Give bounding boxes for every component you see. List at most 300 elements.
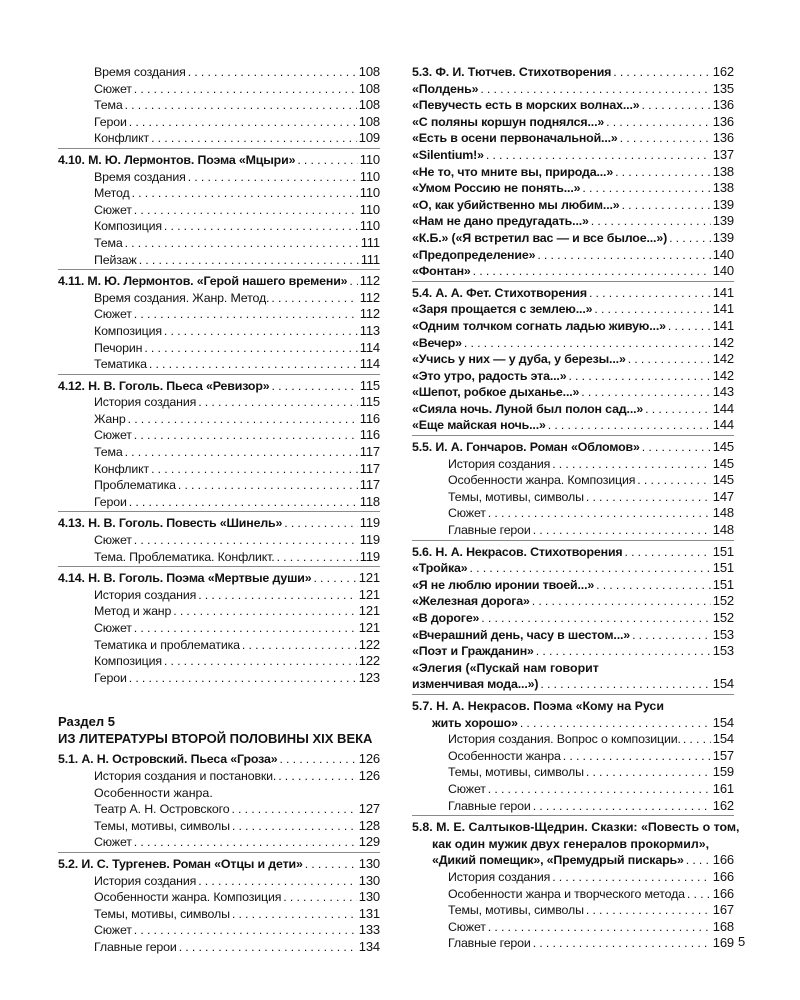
toc-entry[interactable] — [58, 889, 380, 906]
toc-entry-title: 5.4. А. А. Фет. Стихотворения — [412, 285, 587, 300]
toc-leader-dots — [128, 411, 358, 428]
toc-page-number: 121 — [358, 570, 380, 586]
toc-leader-dots — [134, 620, 357, 637]
toc-leader-dots — [278, 768, 357, 785]
toc-entry[interactable] — [412, 384, 734, 401]
toc-leader-dots — [283, 889, 356, 906]
toc-page-number: 136 — [712, 97, 734, 113]
toc-leader-dots — [552, 869, 711, 886]
toc-leader-dots — [198, 394, 358, 411]
toc-leader-dots — [481, 610, 710, 627]
toc-entry-title: «Заря прощается с землею...» — [412, 302, 593, 317]
toc-entry[interactable] — [412, 263, 734, 280]
toc-entry[interactable] — [58, 670, 380, 687]
toc-page-number: 121 — [358, 586, 380, 602]
toc-entry-title: Особенности жанра — [448, 748, 561, 763]
toc-entry-title: Сюжет — [94, 428, 132, 443]
toc-entry[interactable] — [412, 869, 734, 886]
toc-page-number: 141 — [712, 317, 734, 333]
toc-entry[interactable] — [412, 97, 734, 114]
toc-entry-line: Особенности жанра. — [94, 785, 213, 800]
toc-leader-dots — [540, 676, 710, 693]
toc-entry[interactable] — [412, 522, 734, 539]
toc-entry-title: 4.13. Н. В. Гоголь. Повесть «Шинель» — [58, 516, 283, 531]
toc-page-number: 166 — [712, 852, 734, 868]
toc-leader-dots — [188, 169, 358, 186]
toc-entry[interactable] — [58, 202, 380, 219]
toc-entry[interactable] — [58, 873, 380, 890]
toc-entry[interactable] — [58, 477, 380, 494]
toc-entry-title: Конфликт — [94, 131, 150, 146]
toc-leader-dots — [149, 356, 358, 373]
toc-leader-dots — [125, 97, 357, 114]
toc-entry-title: «Вчерашний день, часу в шестом...» — [412, 627, 631, 642]
toc-leader-dots — [179, 939, 357, 956]
toc-entry-title: Тематика и проблематика — [94, 637, 240, 652]
toc-page-number: 117 — [359, 444, 380, 460]
toc-entry-title: «В дороге» — [412, 611, 480, 625]
toc-leader-dots — [596, 577, 711, 594]
toc-entry[interactable] — [58, 587, 380, 604]
toc-leader-dots — [589, 285, 711, 302]
toc-section — [58, 378, 380, 513]
toc-entry[interactable] — [58, 306, 380, 323]
toc-page-number: 114 — [359, 356, 380, 372]
toc-section — [412, 285, 734, 436]
toc-entry-title: Сюжет — [94, 923, 132, 938]
toc-chapter-entry[interactable] — [412, 64, 734, 81]
toc-page-number: 114 — [359, 339, 380, 355]
toc-entry[interactable] — [412, 676, 734, 693]
toc-entry-title: Театр А. Н. Островского — [94, 802, 230, 817]
toc-entry[interactable] — [412, 335, 734, 352]
toc-leader-dots — [349, 273, 357, 290]
toc-entry-title: Конфликт — [94, 461, 150, 476]
toc-entry[interactable] — [412, 577, 734, 594]
toc-entry[interactable] — [58, 834, 380, 851]
toc-entry[interactable] — [58, 356, 380, 373]
toc-entry-title: Особенности жанра. Композиция — [448, 473, 636, 488]
toc-chapter-entry[interactable] — [58, 751, 380, 768]
toc-entry[interactable] — [58, 637, 380, 654]
toc-leader-dots — [125, 444, 358, 461]
toc-entry-title: «Тройка» — [412, 561, 468, 576]
toc-entry[interactable] — [412, 715, 734, 732]
toc-section — [58, 515, 380, 567]
toc-entry[interactable] — [412, 180, 734, 197]
toc-entry-title: Пейзаж — [94, 252, 137, 267]
toc-entry-title: изменчивая мода...») — [412, 677, 539, 692]
toc-entry[interactable] — [58, 340, 380, 357]
toc-entry[interactable] — [412, 560, 734, 577]
toc-entry[interactable] — [412, 197, 734, 214]
toc-entry[interactable] — [58, 818, 380, 835]
toc-page-number: 118 — [359, 493, 380, 509]
toc-leader-dots — [568, 368, 710, 385]
toc-leader-dots — [139, 252, 359, 269]
toc-section — [412, 698, 734, 816]
toc-page-number: 159 — [712, 764, 734, 780]
toc-entry[interactable] — [58, 169, 380, 186]
toc-page-number: 122 — [358, 636, 380, 652]
toc-leader-dots — [134, 81, 357, 98]
toc-page-number: 110 — [359, 201, 380, 217]
toc-page-number: 162 — [712, 797, 734, 813]
toc-leader-dots — [683, 731, 711, 748]
toc-entry[interactable] — [412, 643, 734, 660]
toc-entry[interactable] — [412, 81, 734, 98]
toc-entry[interactable] — [412, 731, 734, 748]
toc-leader-dots — [164, 653, 357, 670]
toc-entry[interactable] — [58, 114, 380, 131]
toc-page-number: 110 — [359, 151, 380, 167]
toc-page-number: 108 — [358, 80, 380, 96]
toc-page-number: 151 — [712, 543, 734, 559]
toc-page-number: 108 — [358, 97, 380, 113]
toc-page-number: 148 — [712, 522, 734, 538]
toc-page-number: 142 — [712, 367, 734, 383]
toc-page-number: 122 — [358, 653, 380, 669]
toc-leader-dots — [129, 670, 357, 687]
toc-entry-title: История создания — [448, 456, 551, 471]
toc-entry-title: Герои — [94, 114, 127, 129]
toc-entry[interactable] — [58, 939, 380, 956]
toc-leader-dots — [632, 627, 711, 644]
toc-leader-dots — [272, 378, 358, 395]
toc-entry[interactable] — [58, 427, 380, 444]
toc-entry[interactable] — [412, 748, 734, 765]
toc-entry[interactable] — [58, 290, 380, 307]
toc-entry[interactable] — [412, 417, 734, 434]
toc-page-number: 123 — [358, 669, 380, 685]
toc-entry[interactable] — [58, 494, 380, 511]
toc-entry-title: 4.12. Н. В. Гоголь. Пьеса «Ревизор» — [58, 378, 270, 393]
toc-entry-title: «Учись у них — у дуба, у березы...» — [412, 352, 626, 367]
toc-entry[interactable] — [58, 549, 380, 566]
toc-entry[interactable] — [412, 852, 734, 869]
toc-entry[interactable] — [58, 532, 380, 549]
toc-entry[interactable] — [412, 764, 734, 781]
toc-entry-title: «Я не люблю иронии твоей...» — [412, 577, 595, 592]
toc-page-number: 142 — [712, 351, 734, 367]
toc-entry[interactable] — [412, 401, 734, 418]
toc-page-number: 139 — [712, 196, 734, 212]
toc-entry[interactable] — [412, 213, 734, 230]
toc-chapter-entry[interactable] — [58, 515, 380, 532]
toc-entry-title: «Фонтан» — [412, 264, 471, 279]
toc-leader-dots — [582, 180, 710, 197]
toc-page-number: 153 — [712, 643, 734, 659]
toc-entry[interactable] — [412, 610, 734, 627]
toc-chapter-entry[interactable] — [58, 273, 380, 290]
toc-entry[interactable] — [58, 130, 380, 147]
toc-leader-dots — [668, 318, 711, 335]
toc-entry[interactable] — [412, 368, 734, 385]
toc-page-number: 139 — [712, 213, 734, 229]
toc-section — [58, 152, 380, 270]
toc-entry-title: 5.6. Н. А. Некрасов. Стихотворения — [412, 544, 623, 559]
toc-page-number: 130 — [358, 889, 380, 905]
toc-entry-title: Герои — [94, 670, 127, 685]
toc-page-number: 166 — [712, 868, 734, 884]
toc-leader-dots — [284, 515, 357, 532]
toc-leader-dots — [520, 715, 711, 732]
toc-entry[interactable] — [412, 919, 734, 936]
toc-entry[interactable] — [412, 902, 734, 919]
toc-entry-title: Главные герои — [448, 523, 531, 538]
toc-page-number: 143 — [712, 384, 734, 400]
toc-page-number: 110 — [359, 168, 380, 184]
toc-page-number: 168 — [712, 918, 734, 934]
toc-entry-title: «Есть в осени первоначальной...» — [412, 131, 618, 146]
toc-entry[interactable] — [412, 247, 734, 264]
toc-entry-title: «Певучесть есть в морских волнах...» — [412, 98, 640, 113]
toc-leader-dots — [642, 97, 711, 114]
toc-entry-title: «С поляны коршун поднялся...» — [412, 114, 605, 129]
toc-entry[interactable] — [58, 922, 380, 939]
toc-leader-dots — [232, 818, 357, 835]
toc-entry-title: «Одним толчком согнать ладью живую...» — [412, 318, 666, 333]
toc-page-number: 140 — [712, 263, 734, 279]
toc-chapter-entry[interactable] — [58, 570, 380, 587]
toc-entry[interactable] — [412, 886, 734, 903]
toc-leader-dots — [277, 549, 358, 566]
toc-entry-title: 5.5. И. А. Гончаров. Роман «Обломов» — [412, 440, 640, 455]
toc-entry[interactable] — [58, 185, 380, 202]
toc-entry[interactable] — [412, 593, 734, 610]
toc-page-number: 136 — [712, 130, 734, 146]
toc-entry[interactable] — [412, 781, 734, 798]
part-heading-line: ИЗ ЛИТЕРАТУРЫ ВТОРОЙ ПОЛОВИНЫ XIX ВЕКА — [58, 731, 373, 747]
toc-leader-dots — [164, 218, 358, 235]
toc-entry[interactable] — [58, 620, 380, 637]
toc-page-number: 130 — [358, 855, 380, 871]
toc-leader-dots — [232, 906, 357, 923]
toc-entry[interactable] — [412, 935, 734, 952]
toc-entry-title: 4.11. М. Ю. Лермонтов. «Герой нашего времени» — [58, 274, 348, 289]
toc-entry[interactable] — [58, 235, 380, 252]
toc-entry-title: Сюжет — [94, 202, 132, 217]
toc-page-number: 141 — [712, 284, 734, 300]
toc-leader-dots — [686, 852, 711, 869]
toc-entry[interactable] — [412, 505, 734, 522]
toc-entry[interactable] — [58, 218, 380, 235]
toc-leader-dots — [134, 922, 357, 939]
toc-entry-title: «Дикий помещик», «Премудрый пискарь» — [432, 853, 684, 868]
toc-entry[interactable] — [58, 411, 380, 428]
toc-entry-title: Тема — [94, 98, 123, 113]
toc-page-number: 112 — [359, 273, 380, 289]
toc-entry-title: жить хорошо» — [432, 715, 518, 730]
toc-page-number: 151 — [712, 560, 734, 576]
toc-page-number: 153 — [712, 626, 734, 642]
toc-section — [412, 819, 740, 953]
toc-entry-title: Темы, мотивы, символы — [94, 818, 230, 833]
page-number: 5 — [738, 934, 746, 949]
toc-entry[interactable] — [58, 97, 380, 114]
toc-chapter-entry[interactable] — [412, 544, 734, 561]
toc-entry[interactable] — [412, 472, 734, 489]
toc-entry-title: 4.10. М. Ю. Лермонтов. Поэма «Мцыри» — [58, 152, 296, 167]
toc-leader-dots — [134, 306, 358, 323]
toc-entry[interactable] — [412, 230, 734, 247]
toc-page-number: 121 — [358, 603, 380, 619]
toc-chapter-entry[interactable] — [412, 285, 734, 302]
toc-page-number: 111 — [360, 234, 380, 250]
toc-entry[interactable] — [58, 81, 380, 98]
toc-entry-title: 5.1. А. Н. Островский. Пьеса «Гроза» — [58, 752, 278, 767]
toc-leader-dots — [488, 505, 711, 522]
toc-leader-dots — [586, 489, 711, 506]
toc-entry-title: «Поэт и Гражданин» — [412, 644, 534, 659]
toc-entry[interactable] — [58, 768, 380, 785]
toc-entry[interactable] — [412, 798, 734, 815]
toc-page-number: 116 — [359, 427, 380, 443]
toc-entry-title: Главные герои — [448, 936, 531, 951]
toc-page-number: 129 — [358, 834, 380, 850]
toc-entry-title: Время создания — [94, 169, 186, 184]
toc-page-number: 162 — [712, 64, 734, 79]
toc-leader-dots — [129, 114, 357, 131]
toc-entry[interactable] — [58, 444, 380, 461]
toc-page-number: 117 — [359, 460, 380, 476]
toc-leader-dots — [620, 130, 711, 147]
toc-entry-line: 5.8. М. Е. Салтыков-Щедрин. Сказки: «Повесть о том, — [412, 820, 740, 835]
toc-section — [412, 544, 734, 695]
toc-page-number: 109 — [358, 130, 380, 146]
toc-leader-dots — [622, 197, 711, 214]
toc-entry[interactable] — [412, 351, 734, 368]
toc-entry[interactable] — [412, 318, 734, 335]
toc-entry-title: Время создания — [94, 65, 186, 79]
toc-page-number: 119 — [359, 532, 380, 548]
toc-page-number: 112 — [359, 306, 380, 322]
toc-page-number: 119 — [359, 515, 380, 531]
toc-entry-title: Сюжет — [448, 506, 486, 521]
toc-entry[interactable] — [58, 394, 380, 411]
toc-entry-title: Тема — [94, 445, 123, 460]
toc-leader-dots — [615, 164, 711, 181]
toc-page-number: 113 — [359, 322, 380, 338]
toc-leader-dots — [591, 213, 711, 230]
toc-entry-title: Темы, мотивы, символы — [448, 489, 584, 504]
toc-entry-title: Сюжет — [94, 81, 132, 96]
toc-section — [58, 64, 380, 149]
toc-page-number: 128 — [358, 817, 380, 833]
toc-leader-dots — [313, 570, 356, 587]
toc-leader-dots — [188, 64, 357, 81]
toc-page-number: 154 — [712, 676, 734, 692]
toc-entry[interactable] — [412, 301, 734, 318]
toc-entry[interactable] — [412, 164, 734, 181]
toc-entry-title: Темы, мотивы, символы — [448, 765, 584, 780]
toc-entry[interactable] — [58, 653, 380, 670]
toc-entry-title: «Полдень» — [412, 81, 479, 96]
toc-entry-title: Сюжет — [94, 621, 132, 635]
toc-section — [58, 856, 380, 957]
toc-section — [412, 439, 734, 541]
toc-entry-title: «Вечер» — [412, 335, 462, 350]
toc-entry-title: «Нам не дано предугадать...» — [412, 214, 589, 229]
toc-entry[interactable] — [412, 456, 734, 473]
toc-page-number: 108 — [358, 113, 380, 129]
toc-leader-dots — [586, 902, 711, 919]
toc-page-number: 110 — [359, 185, 380, 201]
toc-page-number: 116 — [359, 410, 380, 426]
toc-leader-dots — [473, 263, 711, 280]
toc-entry[interactable] — [58, 603, 380, 620]
toc-entry-title: Темы, мотивы, символы — [448, 903, 584, 918]
toc-chapter-entry[interactable] — [58, 152, 380, 169]
toc-entry-title: Главные герои — [448, 798, 531, 813]
toc-page-number: 117 — [359, 477, 380, 493]
toc-leader-dots — [533, 798, 711, 815]
toc-page-number: 167 — [712, 902, 734, 918]
toc-chapter-entry[interactable] — [58, 856, 380, 873]
toc-page-number: 138 — [712, 163, 734, 179]
toc-page-number: 135 — [712, 80, 734, 96]
toc-entry[interactable] — [412, 147, 734, 164]
toc-entry-title: «Умом Россию не понять...» — [412, 181, 581, 196]
toc-section — [58, 751, 380, 853]
toc-leader-dots — [134, 834, 357, 851]
toc-entry-title: Главные герои — [94, 939, 177, 954]
toc-leader-dots — [480, 81, 710, 98]
toc-right-column — [412, 64, 740, 956]
toc-leader-dots — [125, 235, 359, 252]
toc-entry[interactable] — [58, 801, 380, 818]
toc-leader-dots — [151, 461, 358, 478]
toc-entry-title: «К.Б.» («Я встретил вас — и все былое...») — [412, 230, 668, 245]
toc-entry[interactable] — [58, 64, 380, 81]
toc-page-number: 119 — [359, 548, 380, 564]
toc-leader-dots — [134, 532, 358, 549]
toc-entry-title: Проблематика — [94, 478, 176, 493]
toc-leader-dots — [129, 494, 358, 511]
toc-entry-title: «Предопределение» — [412, 247, 536, 262]
toc-entry-title: «Сияла ночь. Луной был полон сад...» — [412, 401, 644, 416]
toc-entry-title: Темы, мотивы, символы — [94, 906, 230, 921]
toc-leader-dots — [173, 603, 357, 620]
toc-chapter-entry[interactable] — [412, 439, 734, 456]
toc-entry[interactable] — [58, 906, 380, 923]
toc-entry[interactable] — [58, 252, 380, 269]
toc-entry-title: История создания — [448, 869, 551, 884]
toc-entry[interactable] — [58, 323, 380, 340]
toc-entry-title: Печорин — [94, 340, 143, 355]
toc-page-number: 112 — [359, 289, 380, 305]
toc-entry-title: Тема. Проблематика. Конфликт. — [94, 549, 275, 564]
toc-entry[interactable] — [412, 130, 734, 147]
toc-entry-title: 5.2. И. С. Тургенев. Роман «Отцы и дети» — [58, 856, 303, 871]
toc-page-number: 169 — [712, 935, 734, 951]
toc-leader-dots — [613, 64, 710, 81]
toc-leader-dots — [151, 130, 357, 147]
toc-leader-dots — [532, 593, 711, 610]
toc-chapter-entry[interactable] — [58, 378, 380, 395]
toc-entry[interactable] — [412, 114, 734, 131]
toc-leader-dots — [134, 202, 358, 219]
toc-entry[interactable] — [58, 461, 380, 478]
toc-entry-title: Композиция — [94, 323, 162, 338]
toc-entry[interactable] — [412, 489, 734, 506]
toc-entry[interactable] — [412, 627, 734, 644]
toc-leader-dots — [198, 873, 357, 890]
toc-entry-title: 5.3. Ф. И. Тютчев. Стихотворения — [412, 65, 612, 79]
toc-entry-title: История создания — [94, 587, 197, 602]
toc-leader-dots — [586, 764, 711, 781]
toc-entry-title: История создания и постановки. — [94, 768, 277, 783]
